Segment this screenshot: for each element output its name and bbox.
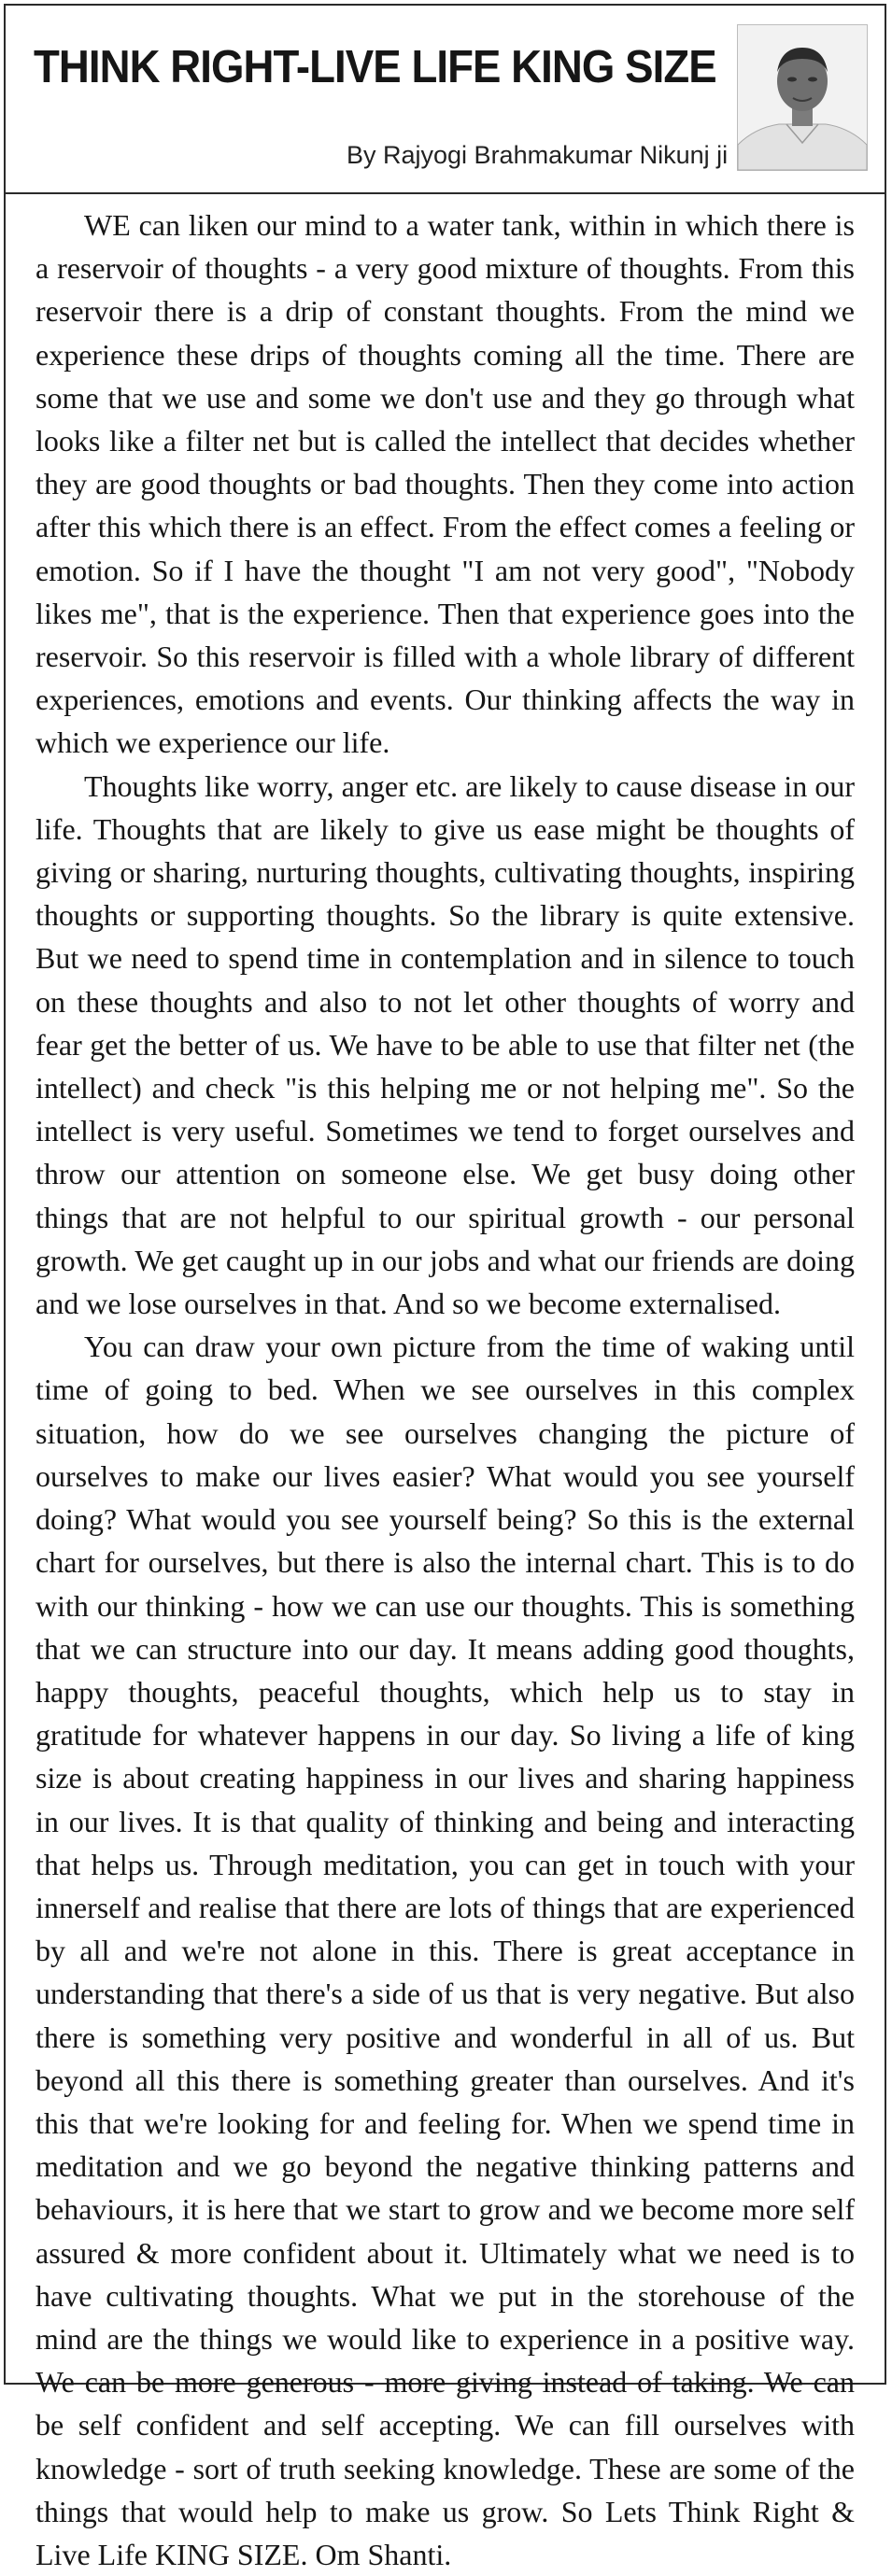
article-paragraph: You can draw your own picture from the time of waking until time of going to bed. When we see ourselves in this complex situation, how do we see ourselves changing the picture of ourselves to make our lives easier? What would you see yourself doing? What would you see yourself being? So this is the external chart for ourselves, but there is also the internal chart. This is to do with our thinking - how we can use our thoughts. This is something that we can structure into our day. It means adding good thoughts, happy thoughts, peaceful thoughts, which help us to stay in gratitude for whatever happens in our day. So living a life of king size is about creating happiness in our lives and sharing happiness in our lives. It is that quality of thinking and being and interacting that helps us. Through meditation, you can get in touch with your innerself and realise that there are lots of things that are experienced by all and we're not alone in this. There is great acceptance in understanding that there's a side of us that is very negative. But also there is something very positive and wonderful in all of us. But beyond all this there is something greater than ourselves. And it's this that we're looking for and feeling for. When we spend time in meditation and we go beyond the negative thinking patterns and behaviours, it is here that we start to grow and we become more self assured & more confident about it. Ultimately what we need is to have cultivating thoughts. What we put in the storehouse of the mind are the things we would like to experience in a positive way. We can be more generous - more giving instead of taking. We can be self confident and self accepting. We can fill ourselves with knowledge - sort of truth seeking knowledge. These are some of the things that would help to make us grow. So Lets Think Right & Live Life KING SIZE. Om Shanti.: [35, 1330, 855, 2571]
author-portrait-icon: [738, 25, 867, 170]
article-body: [35, 204, 855, 2576]
article-paragraph: WE can liken our mind to a water tank, within in which there is a reservoir of thoughts - a very good mixture of thoughts. From this reservoir there is a drip of constant thoughts. From the mind we experience these drips of thoughts coming all the time. There are some that we use and some we don't use and they go through what looks like a filter net but is called the intellect that decides whether they are good thoughts or bad thoughts. Then they come into action after this which there is an effect. From the effect comes a feeling or emotion. So if I have the thought "I am not very good", "Nobody likes me", that is the experience. Then that experience goes into the reservoir. So this reservoir is filled with a whole library of different experiences, emotions and events. Our thinking affects the way in which we experience our life.: [35, 208, 855, 760]
article-paragraph: Thoughts like worry, anger etc. are likely to cause disease in our life. Thoughts that are likely to give us ease might be thoughts of giving or sharing, nurturing thoughts, cultivating thoughts, inspiring thoughts or supporting thoughts. So the library is quite extensive. But we need to spend time in contemplation and in silence to touch on these thoughts and also to not let other thoughts of worry and fear get the better of us. We have to be able to use that filter net (the intellect) and check "is this helping me or not helping me". So the intellect is very useful. Sometimes we tend to forget ourselves and throw our attention on someone else. We get busy doing other things that are not helpful to our spiritual growth - our personal growth. We get caught up in our jobs and what our friends are doing and we lose ourselves in that. And so we become externalised.: [35, 768, 855, 1321]
article-byline: By Rajyogi Brahmakumar Nikunj ji: [347, 141, 729, 169]
article-header: [6, 6, 885, 194]
article-title: THINK RIGHT-LIVE LIFE KING SIZE: [34, 42, 716, 92]
author-photo: [737, 24, 868, 171]
article-frame: [4, 4, 886, 2571]
